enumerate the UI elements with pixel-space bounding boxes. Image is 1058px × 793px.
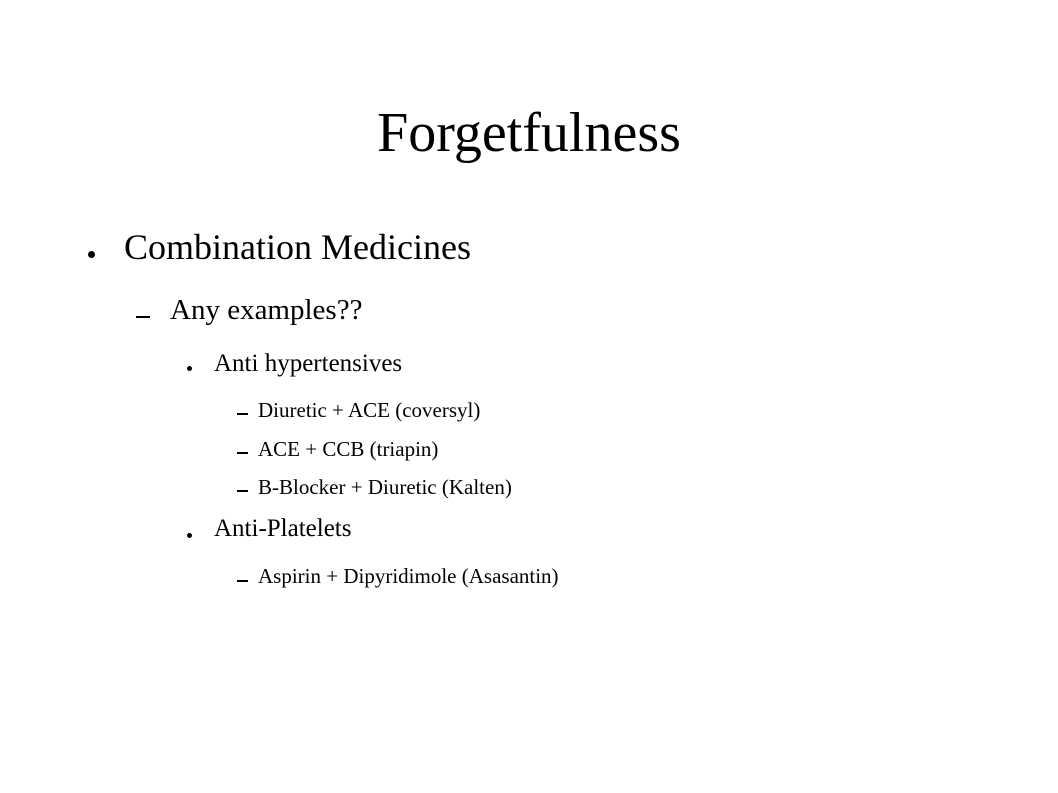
dash-bullet-icon (237, 490, 248, 492)
dash-bullet-icon (136, 316, 150, 318)
dash-bullet-icon (237, 452, 248, 454)
bullet-text: Aspirin + Dipyridimole (Asasantin) (258, 564, 559, 588)
bullet-text: Combination Medicines (124, 227, 471, 267)
bullet-text: ACE + CCB (triapin) (258, 437, 439, 461)
bullet-text: Anti hypertensives (214, 350, 403, 377)
round-bullet-icon (88, 251, 95, 258)
dash-bullet-icon (237, 413, 248, 415)
round-bullet-icon (187, 533, 192, 538)
bullet-text: Any examples?? (170, 294, 363, 326)
dash-bullet-icon (237, 580, 248, 582)
slide-title: Forgetfulness (377, 102, 681, 164)
bullet-text: B-Blocker + Diuretic (Kalten) (258, 475, 512, 499)
bullet-text: Diuretic + ACE (coversyl) (258, 398, 481, 422)
bullet-text: Anti-Platelets (214, 515, 352, 542)
round-bullet-icon (187, 366, 192, 371)
